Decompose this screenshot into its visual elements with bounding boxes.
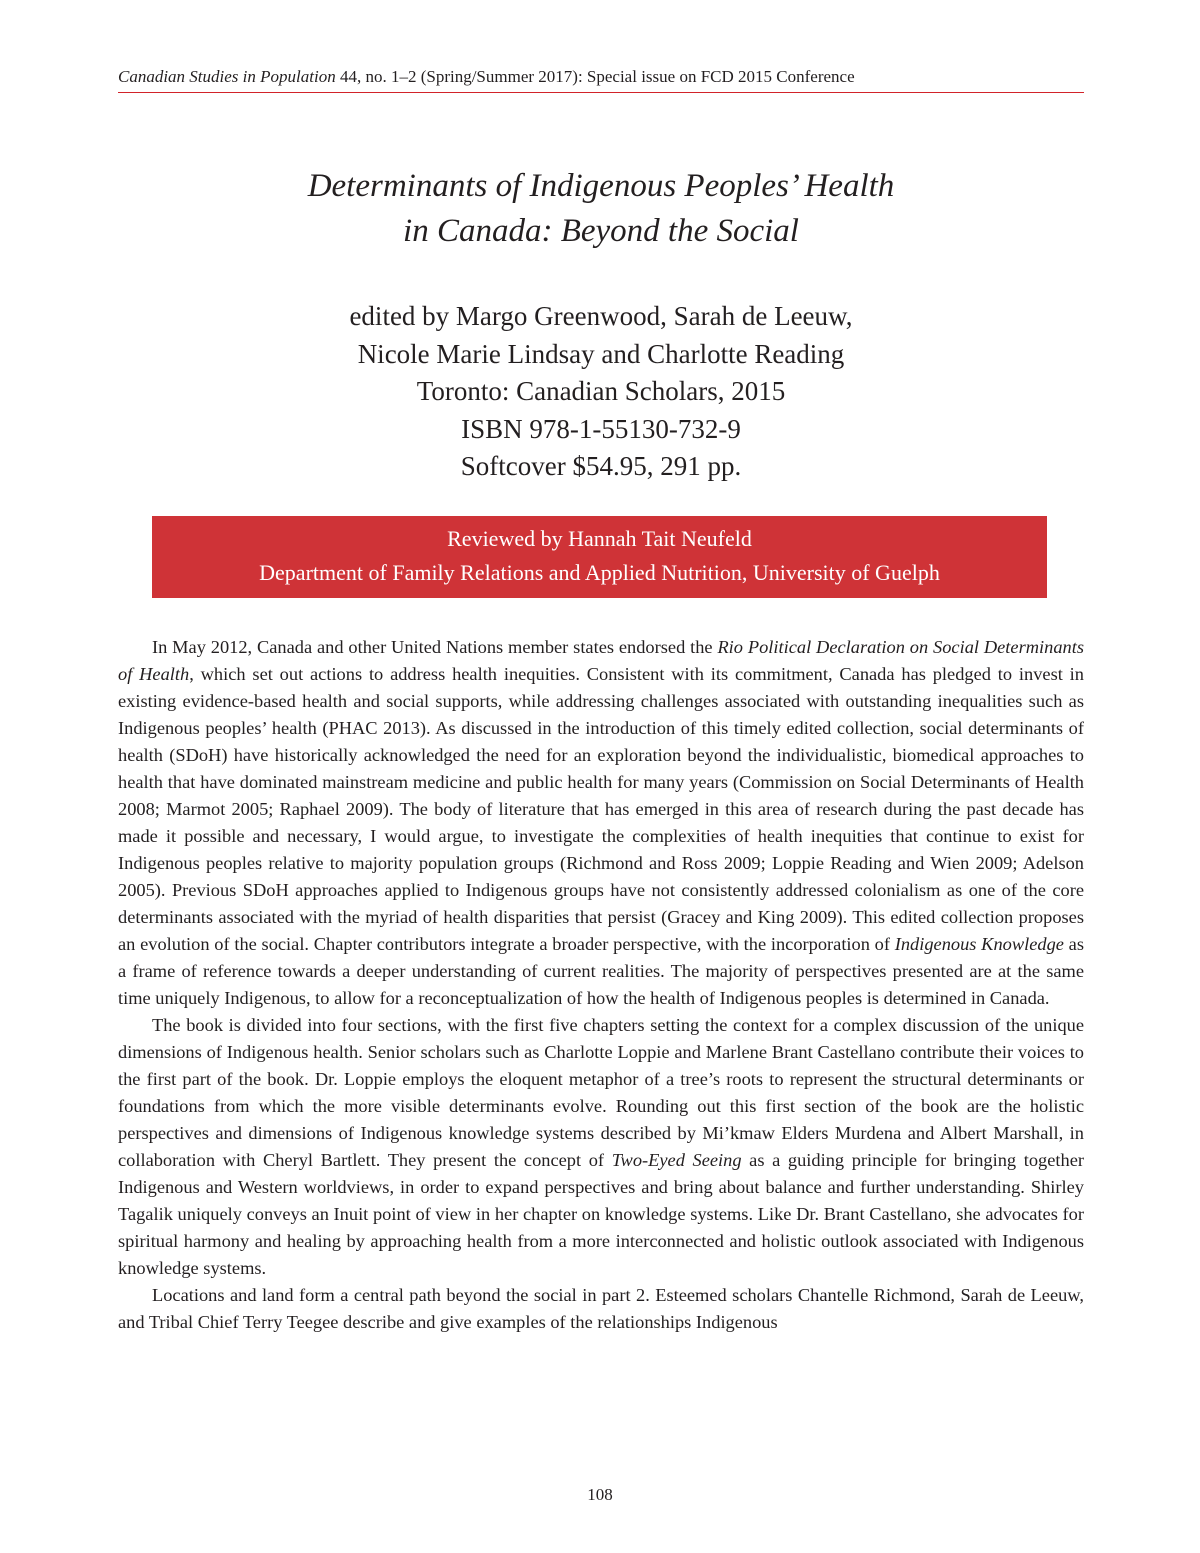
paragraph-1 [118, 634, 1084, 1012]
book-info [118, 298, 1084, 486]
paragraph-1-text-c: , which set out actions to address health inequities. Consistent with its commitment, Canada has pledged to invest in existing evidence-based health and social supports, while addressing challenges associated with outstanding inequalities such as Indigenous peoples’ health (PHAC 2013). As discussed in the introduction of this timely edited collection, social determinants of health (SDoH) have historically acknowledged the need for an exploration beyond the individualistic, biomedical approaches to health that have dominated mainstream medicine and public health for many years (Commission on Social Determinants of Health 2008; Marmot 2005; Raphael 2009). The body of literature that has emerged in this area of research during the past decade has made it possible and necessary, I would argue, to investigate the complexities of health inequities that continue to exist for Indigenous peoples relative to majority population groups (Richmond and Ross 2009; Loppie Reading and Wien 2009; Adelson 2005). Previous SDoH approaches applied to Indigenous groups have not consistently addressed colonialism as one of the core determinants associated with the myriad of health disparities that persist (Gracey and King 2009). This edited collection proposes an evolution of the social. Chapter contributors integrate a broader perspective, with the incorporation of [118, 664, 1084, 954]
two-eyed-seeing-term: Two-Eyed Seeing [611, 1150, 742, 1170]
editors-line-1: edited by Margo Greenwood, Sarah de Leeuw, [349, 301, 853, 331]
page-number: 108 [587, 1485, 613, 1504]
reviewer-name: Reviewed by Hannah Tait Neufeld [447, 526, 752, 551]
reviewer-banner [152, 516, 1047, 598]
reviewer-affiliation: Department of Family Relations and Applied Nutrition, University of Guelph [259, 560, 940, 585]
journal-name: Canadian Studies in Population [118, 67, 336, 86]
book-title-line-1: Determinants of Indigenous Peoples’ Health [307, 168, 895, 204]
paragraph-2-text-c: as a guiding principle for bringing together Indigenous and Western worldviews, in order to expand perspectives and bring about balance and further understanding. Shirley Tagalik uniquely conveys an Inuit point of view in her chapter on knowledge systems. Like Dr. Brant Castellano, she advocates for spiritual harmony and healing by approaching health from a more interconnected and holistic outlook associated with Indigenous knowledge systems. [118, 1150, 1084, 1278]
editors-line-2: Nicole Marie Lindsay and Charlotte Reading [357, 338, 845, 369]
running-header [118, 66, 1084, 93]
book-title [118, 164, 1084, 254]
paragraph-2 [118, 1012, 1084, 1282]
paragraph-1-text-a: In May 2012, Canada and other United Nations member states endorsed the [152, 637, 718, 657]
publisher: Toronto: Canadian Scholars, 2015 [416, 376, 786, 406]
book-title-line-2: in Canada: Beyond the Social [403, 213, 799, 249]
isbn: ISBN 978-1-55130-732-9 [461, 413, 741, 444]
paragraph-2-text-a: The book is divided into four sections, with the first five chapters setting the context for a complex discussion of the unique dimensions of Indigenous health. Senior scholars such as Charlotte Loppie and Marlene Brant Castellano contribute their voices to the first part of the book. Dr. Loppie employs the eloquent metaphor of a tree’s roots to represent the structural determinants or foundations from which the more visible determinants evolve. Rounding out this first section of the book are the holistic perspectives and dimensions of Indigenous knowledge systems described by Mi’kmaw Elders Murdena and Albert Marshall, in collaboration with Cheryl Bartlett. They present the concept of [118, 1015, 1084, 1170]
review-body [118, 634, 1084, 1336]
paragraph-1-text-e: as a frame of reference towards a deeper understanding of current realities. The majority of perspectives presented are at the same time uniquely Indigenous, to allow for a reconceptualization of how the health of Indigenous peoples is determined in Canada. [118, 934, 1084, 1008]
issue-info: 44, no. 1–2 (Spring/Summer 2017): Special issue on FCD 2015 Conference [335, 67, 855, 86]
format-price: Softcover $54.95, 291 pp. [460, 451, 742, 481]
paragraph-3: Locations and land form a central path beyond the social in part 2. Esteemed scholars Chantelle Richmond, Sarah de Leeuw, and Tribal Chief Terry Teegee describe and give examples of the relationships Indigenous [118, 1285, 1084, 1332]
indigenous-knowledge-term: Indigenous Knowledge [894, 934, 1064, 954]
declaration-title: Rio Political Declaration on Social Determinants of Health [118, 637, 1084, 684]
